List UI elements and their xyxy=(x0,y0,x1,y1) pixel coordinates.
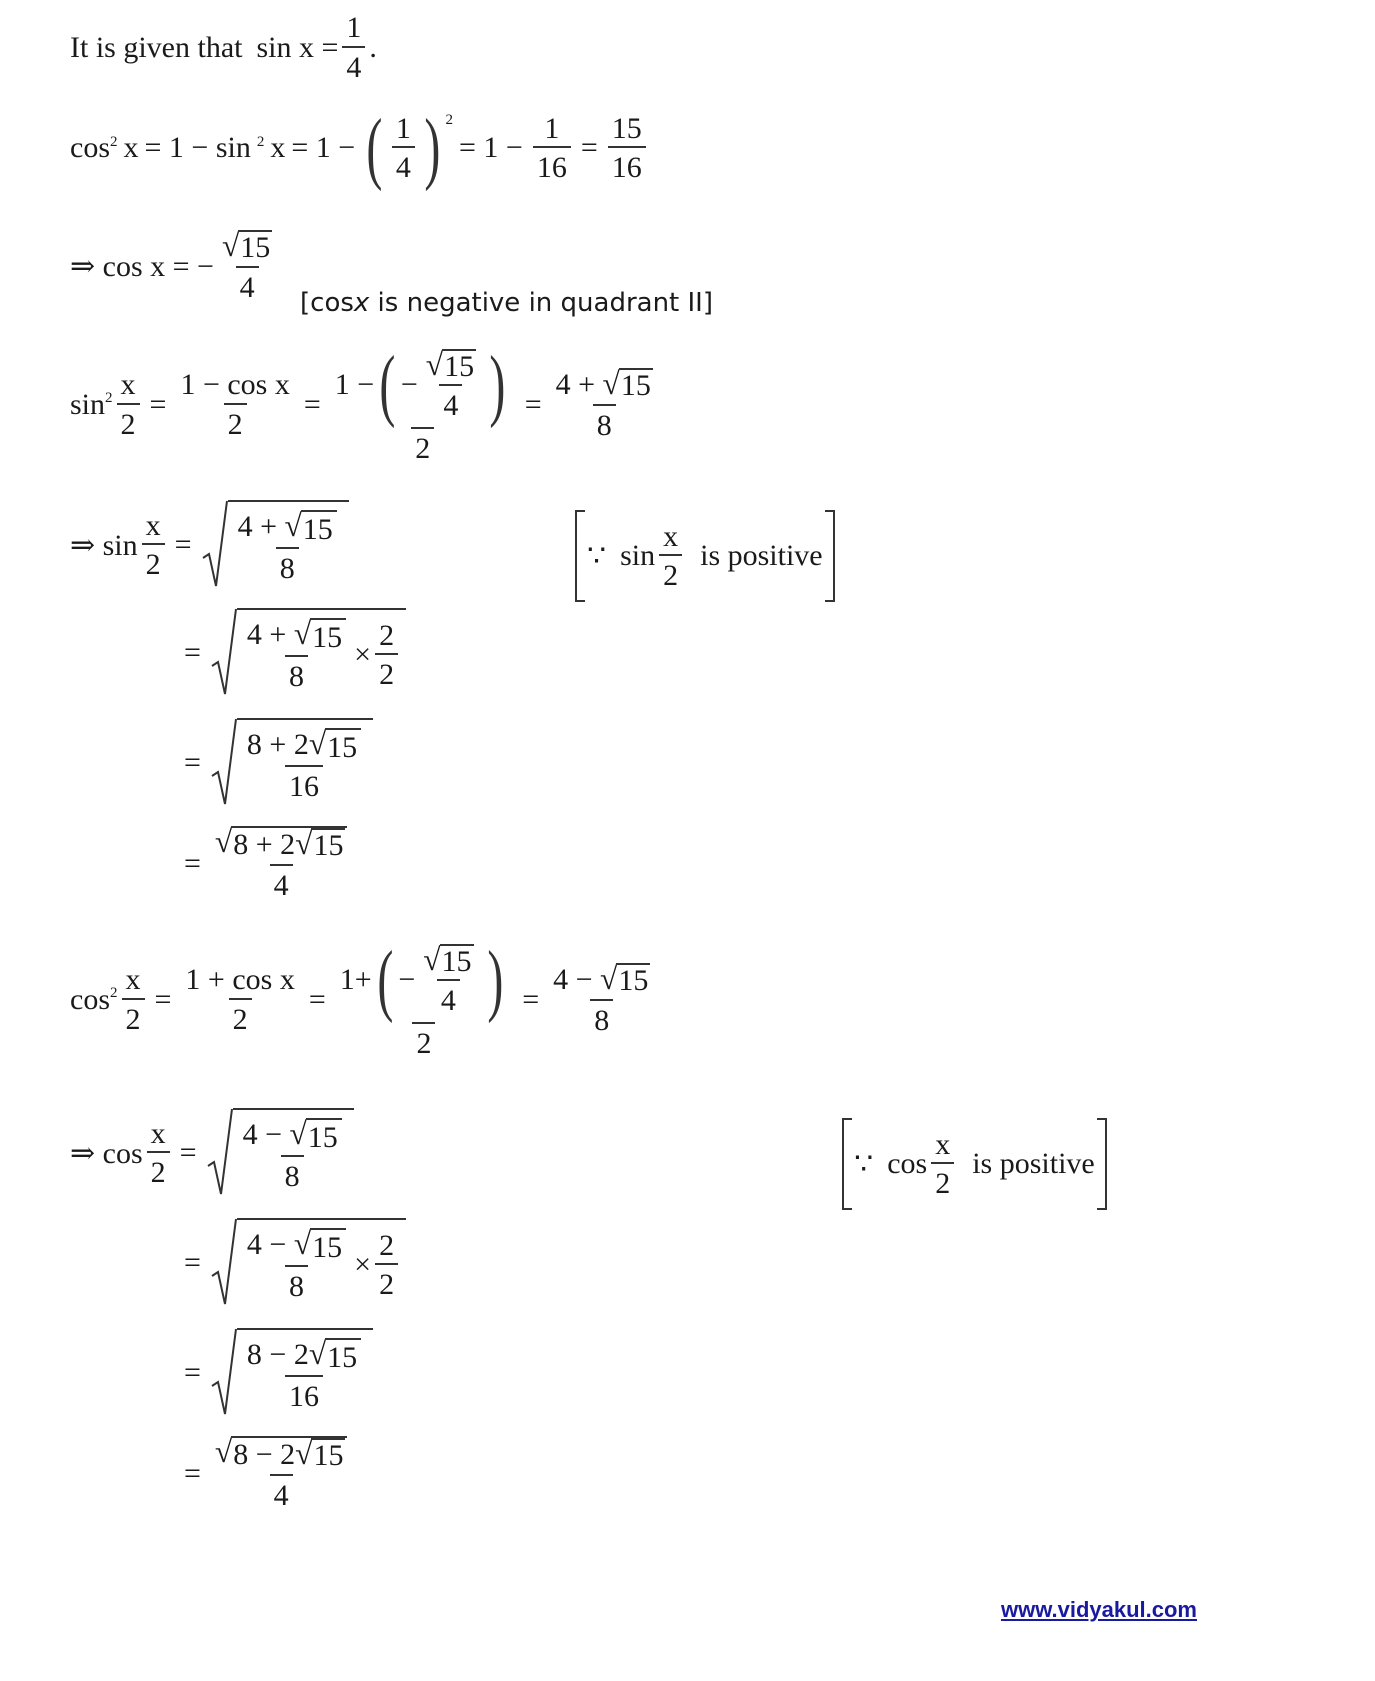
quadrant-note: [cos x is negative in quadrant II] xyxy=(300,288,713,318)
cos-step-3: = √ 8 − 2 √ 15 4 xyxy=(178,1436,355,1511)
cos-half-squared-line: cos $^2$ $\frac{x}{2}$ = $\frac{\text{1 + cos x}}{2}$ = 1+ ( − √ 15 4 ) 2 = 4 − √ 15 8 xyxy=(70,936,649,1060)
cos-squared-line: cos $^2$ x = 1 − sin $^2$ x = 1 − ( $\frac{1}{4}$ ) $^2$ = 1 − $\frac{1}{16}$ = $\frac{15}{16}$ xyxy=(70,108,650,188)
sin-step-3: = √ 8 + 2 √ 15 4 xyxy=(178,826,355,901)
cos-half-root-line: ⇒ cos $\frac{x}{2}$ = 4 − √ 15 8 xyxy=(70,1108,358,1198)
cos-step-1: = 4 − √ 15 8 × $\frac{2}{2}$ xyxy=(178,1218,410,1308)
sin-half-root-line: ⇒ sin $\frac{x}{2}$ = 4 + √ 15 8 xyxy=(70,500,353,590)
intro-text: It is given that xyxy=(70,30,243,64)
cos-x-line: ⇒ cos x = − √ 15 4 xyxy=(70,228,271,304)
intro-line: It is given that sin x = $\frac{1}{4}$ . xyxy=(70,11,377,84)
cos-step-2: = 8 − 2 √ 15 16 xyxy=(178,1328,377,1418)
vidyakul-link[interactable]: www.vidyakul.com xyxy=(1000,1597,1197,1622)
intro-expr: sin x = xyxy=(256,30,339,64)
intro-fraction: $\frac{1}{4}$ xyxy=(342,12,365,83)
sin-step-2: = 8 + 2 √ 15 16 xyxy=(178,718,377,808)
cos-positive-note: ∵ cos $\frac{x}{2}$ is positive xyxy=(842,1118,1107,1210)
sin-step-1: = 4 + √ 15 8 × $\frac{2}{2}$ xyxy=(178,608,410,698)
sin-positive-note: ∵ sin $\frac{x}{2}$ is positive xyxy=(575,510,835,602)
sin-half-squared-line: sin $^2$ $\frac{x}{2}$ = $\frac{\text{1 − cos x}}{2}$ = 1 − ( − √ 15 4 ) 2 = 4 + √ 15 8 xyxy=(70,341,651,465)
